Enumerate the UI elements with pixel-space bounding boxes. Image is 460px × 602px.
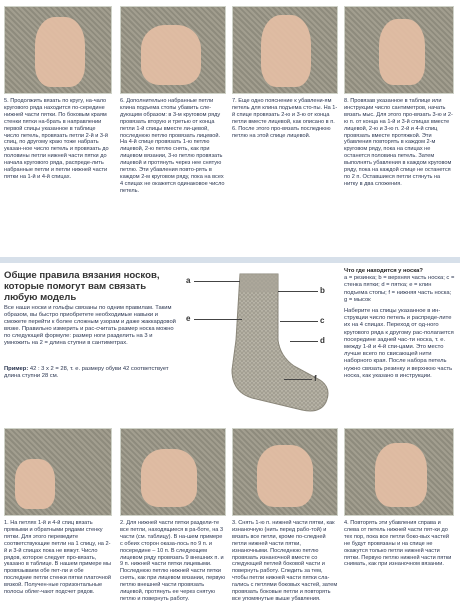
- step-6-caption: 6. Дополнительно набранные петли клина подъема стопы убавить сле-дующим образом: в 3-м круговом ряду провязать вторую и третью от конца петли 1-й спицы вместе ли-цевой, последнюю петлю провязать лицевой. На 4-й спице провязать 1-ю петлю лицевой, 2-ю петлю снять, как при лицевом вязании, 3-ю петлю провязать лицевой и протянуть через нее снятую петлю. Эти убавления повто-рять в каждом 2-м круговом ряду, пока на всех 4 спицах не окажется одинаковое число петель.: [120, 98, 225, 194]
- example-paragraph: [4, 366, 180, 380]
- legend-heading: Что где находится у носка?: [344, 268, 423, 274]
- intro-paragraph: Все наши носки и гольфы связаны по одним правилам. Таким образом, вы быстро приобретете необходимые навыки и сможете перейти к более сложным узорам и даже жаккардовой вязке. Правильно измерить и рас-считать размер носка можно по следующей формуле: размер ноги разделить на 3 и умножить на 2 = длина ступни в сантиметрах.: [4, 305, 176, 347]
- sock-line-c: [280, 321, 318, 322]
- step-4-caption: 4. Повторять эти убавления справа и слева от петель нижней части пят-ки до тех пор, пока все петли боко-вых частей не будут провязаны и на спице не окажутся только петли нижней части пятки. Первую петлю нижней части пятки снимать, как при изнаночном вязании.: [344, 520, 452, 568]
- step-1-caption: 1. На петлях 1-й и 4-й спиц вязать прямыми и обратными рядами стенку пятки. Для этого переведите соответствующие петли на 1 спицу, на 2-й и 3-й спицах пока не вяжут. Число рядов, которое следует про-вязать, указано в таблице. В нашем примере мы провязываем обе пет-ли и обе последние петли стенки пятки платочной вязкой. Получен-ные горизонтальные полосы облег-чают подсчет рядов.: [4, 520, 112, 596]
- sock-label-a: a: [186, 276, 191, 285]
- sock-line-b: [278, 291, 318, 292]
- step-5-caption: 5. Продолжить вязать по кругу, на-чало кругового ряда находится по-середине нижней части пятки. По боковым краям стенки пятки на-брать в направлении первой спицы указанное в таблице число петель, провязать петли 2-й и 3-й спиц, по другому краю тоже набрать указан-ное число петель и провязать до половины петли нижней части пятки до начала кругового ряда, распреде-лить набранные петли и петли нижней части пятки на 1-й и 4-й спицах.: [4, 98, 109, 180]
- sock-label-f: f: [314, 374, 317, 383]
- step-3-caption: 3. Снять 1-ю п. нижней части пятки, как изнаночную (нить перед рабо-той) и вязать все петли, кроме по-следней петли нижней части пятки, изнаночными. Последнюю петлю провязать изнаночной вместе со следующей петлей боковой части и повернуть работу. Следить за тем, чтобы петли нижней части пятки сла-гались с петлями боковых частей, затем провязать боковые петли и повторять все упомянутые выше убавления.: [232, 520, 338, 602]
- step-8-caption: 8. Провязав указанное в таблице или инструкции число сантиметров, начать вязать мыс. Для этого про-вязать 3-ю и 2-ю п. от конца на 1-й и 3-й спицах вместе лицевой, 2-ю и 3-ю п. 2-й и 4-й спиц провязать вместе протяжкой. Эти убавления повторять в каждом 2-м круговом ряду, пока на спицах не останется половина петель. Затем выполнять убавления в каждом круговом ряду, пока на каждой спице не останется по 2 п. Оставшиеся петли стянуть на нитку в два сложения.: [344, 98, 453, 187]
- sock-line-f: [284, 379, 312, 380]
- legend-text: a = резинка; b = верхняя часть носка; c = стенка пятки; d = пятка; e = клин подъема стопы; f = нижняя часть носка; g = мысок: [344, 275, 455, 303]
- step-5-photo: [4, 6, 112, 94]
- step-7-photo: [232, 6, 338, 94]
- section-divider: [0, 257, 460, 263]
- article-title: Общие правила вязания носков, которые помогут вам связать любую модель: [4, 270, 160, 303]
- example-label: Пример:: [4, 366, 29, 372]
- sock-label-b: b: [320, 286, 325, 295]
- sock-label-c: c: [320, 316, 325, 325]
- legend-body: Наберите на спицы указанное в ин-струкции число петель и распреде-лите их на 4 спицах. Переход от од-ного кругового ряда к другому рас-полагается посередине задней час-ти носка, т. е. между 1-й и 4-й спи-цами. Это место лучше всего по свисающей нити наборного края. После набора петель нужно связать резинку и верхнюю часть носка, как указано в инструкции.: [344, 308, 454, 379]
- step-4-photo: [344, 428, 454, 516]
- sock-label-e: e: [186, 314, 191, 323]
- sock-diagram: [182, 270, 334, 420]
- sock-label-d: d: [320, 336, 325, 345]
- step-2-photo: [120, 428, 226, 516]
- step-3-photo: [232, 428, 338, 516]
- step-8-photo: [344, 6, 454, 94]
- sock-line-e: [194, 319, 242, 320]
- sock-icon: [182, 270, 334, 420]
- sock-line-a: [194, 281, 240, 282]
- example-text: 42 : 3 x 2 = 28, т. е. размеру обуви 42 соответствует длина ступни 28 см.: [4, 366, 169, 380]
- step-2-caption: 2. Для нижней части пятки раздели-те все петли, находящиеся в ра-боте, на 3 части (см. таблицу). В на-шем примере с обеих сторон оказа-лось по 9 п. и посередине – 10 п. В следующем лицевом ряду провязать 9 внешних п. и 9 п. нижней части пятки лицевыми. Последнюю петлю нижней части пятки снять, как при лицевом вязании, первую петлю внешней части провязать лицевой, протянуть ее через снятую петлю и повернуть работу.: [120, 520, 226, 602]
- sock-line-d: [290, 341, 318, 342]
- step-7-caption: 7. Еще одно пояснение к убавлени-ям петель для клина подъема сто-пы. На 1-й спице провязать 2-ю и 3-ю от конца петли вместе лицевой, как описано в п. 6. После этого про-вязать последнюю петлю на этой спице лицевой.: [232, 98, 338, 139]
- step-1-photo: [4, 428, 112, 516]
- sock-parts-legend: [344, 268, 456, 380]
- step-6-photo: [120, 6, 226, 94]
